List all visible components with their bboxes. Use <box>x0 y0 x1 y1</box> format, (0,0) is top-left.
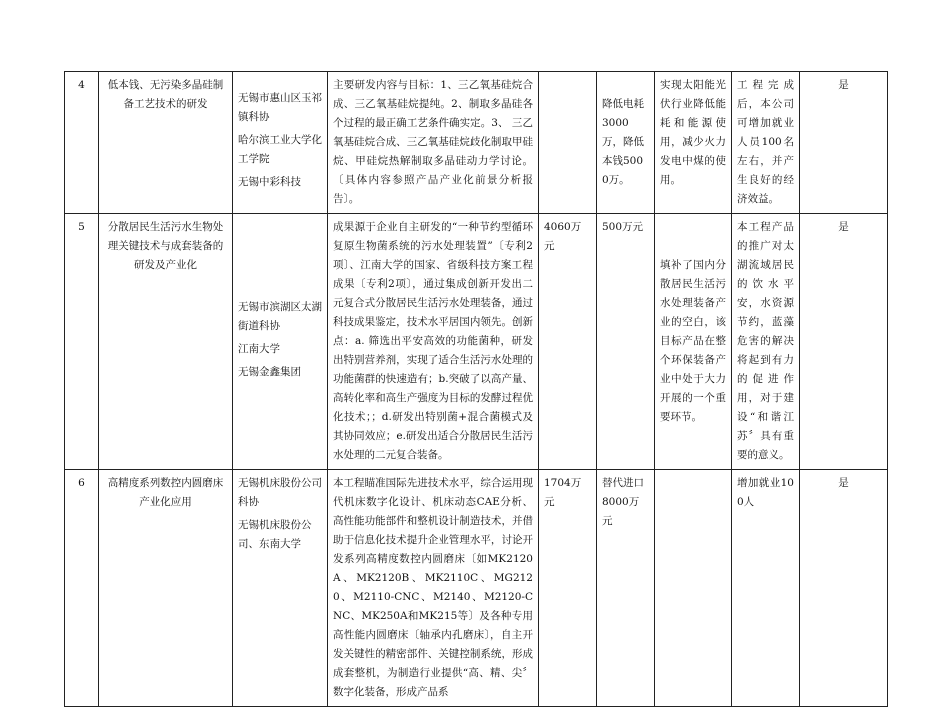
unit-name: 无锡市惠山区玉祁镇科协 <box>238 92 322 123</box>
unit-name: 无锡市滨湖区太湖街道科协 <box>238 300 322 332</box>
significance-cell: 填补了国内分散居民生活污水处理装备产业的空白，该目标产品在整个环保装备产业中处于大力开展的一个重要环节。 <box>655 214 732 470</box>
social-benefit-cell: 本工程产品的推广对太湖流域居民的饮水平安，水资源节约，蓝藻危害的解决将起到有力的促进作用，对于建设“和谐江苏〞具有重要的意义。 <box>732 214 800 470</box>
project-name: 分散居民生活污水生物处理关键技术与成套装备的研发及产业化 <box>99 214 233 470</box>
project-content: 本工程瞄准国际先进技术水平，综合运用现代机床数字化设计、机床动态CAE分析、高性能功能部件和整机设计制造技术，并借助于信息化技术提升企业管理水平，讨论开发系列高精度数控内圆磨床〔如MK2120A、MK2120B、MK2110C、MG2120、M2110-CNC、M2140、M2120-CNC、MK250A和MK215等〕及各种专用高性能内圆磨床〔轴承内孔磨床〕，自主开发关键性的精密部件、关键控制系统，形成成套整机，为制造行业提供“高、精、尖〞数字化装备，形成产品系 <box>328 470 539 707</box>
table-row <box>65 72 888 214</box>
table-row <box>65 214 888 470</box>
investment-cell: 4060万元 <box>539 214 597 470</box>
unit-name: 哈尔滨工业大学化工学院 <box>238 134 322 165</box>
row-number: 5 <box>65 214 99 470</box>
social-benefit-cell: 工程完成后，本公司可增加就业人员100名左右，并产生良好的经济效益。 <box>732 72 800 214</box>
project-content: 成果源于企业自主研发的“一种节约型循环复原生物菌系统的污水处理装置”〔专利2项〕、江南大学的国家、省级科技方案工程成果〔专利2项〕，通过集成创新开发出二元复合式分散居民生活污水处理装备，通过科技成果鉴定，技术水平居国内领先。创新点：a. 筛选出平安高效的功能菌种，研发出特别营养剂，实现了适合生活污水处理的功能菌群的快速造有；b.突破了以高产量、高转化率和高生产强度为目标的发酵过程优化技术；；d.研发出特别菌+混合菌模式及其协同效应；e.研发出适合分散居民生活污水处理的二元复合装备。 <box>328 214 539 470</box>
project-content: 主要研发内容与目标：1、三乙氧基硅烷合成、三乙氧基硅烷提纯。2、制取多晶硅各个过程的最正确工艺条件确实定。3、 三乙氧基硅烷合成、三乙氧基硅烷歧化制取甲硅烷、甲硅烷热解制取多晶硅动力学讨论。〔具体内容参照产品产业化前景分析报告〕。 <box>328 72 539 214</box>
row-number: 6 <box>65 470 99 707</box>
yes-cell: 是 <box>800 470 888 707</box>
investment-cell <box>539 72 597 214</box>
benefit-cell: 替代进口8000万元 <box>597 470 655 707</box>
undertaking-units <box>233 72 328 214</box>
benefit-cell: 降低电耗3000万，降低本钱5000万。 <box>597 72 655 214</box>
undertaking-units <box>233 214 328 470</box>
yes-cell: 是 <box>800 72 888 214</box>
social-benefit-cell: 增加就业100人 <box>732 470 800 707</box>
investment-cell: 1704万元 <box>539 470 597 707</box>
undertaking-units <box>233 470 328 707</box>
row-number: 4 <box>65 72 99 214</box>
project-name: 低本钱、无污染多晶硅制备工艺技术的研发 <box>99 72 233 214</box>
yes-cell: 是 <box>800 214 888 470</box>
unit-name: 无锡中彩科技 <box>238 176 301 188</box>
unit-name: 无锡机床股份公司、东南大学 <box>238 519 312 550</box>
unit-name: 无锡金鑫集团 <box>238 365 301 378</box>
significance-cell <box>655 470 732 707</box>
unit-name: 江南大学 <box>238 342 280 355</box>
project-name: 高精度系列数控内圆磨床产业化应用 <box>99 470 233 707</box>
project-table <box>64 71 888 707</box>
table-row <box>65 470 888 707</box>
benefit-cell: 500万元 <box>597 214 655 470</box>
unit-name: 无锡机床股份公司科协 <box>238 477 322 508</box>
significance-cell: 实现太阳能光伏行业降低能耗和能源使用，减少火力发电中煤的使用。 <box>655 72 732 214</box>
